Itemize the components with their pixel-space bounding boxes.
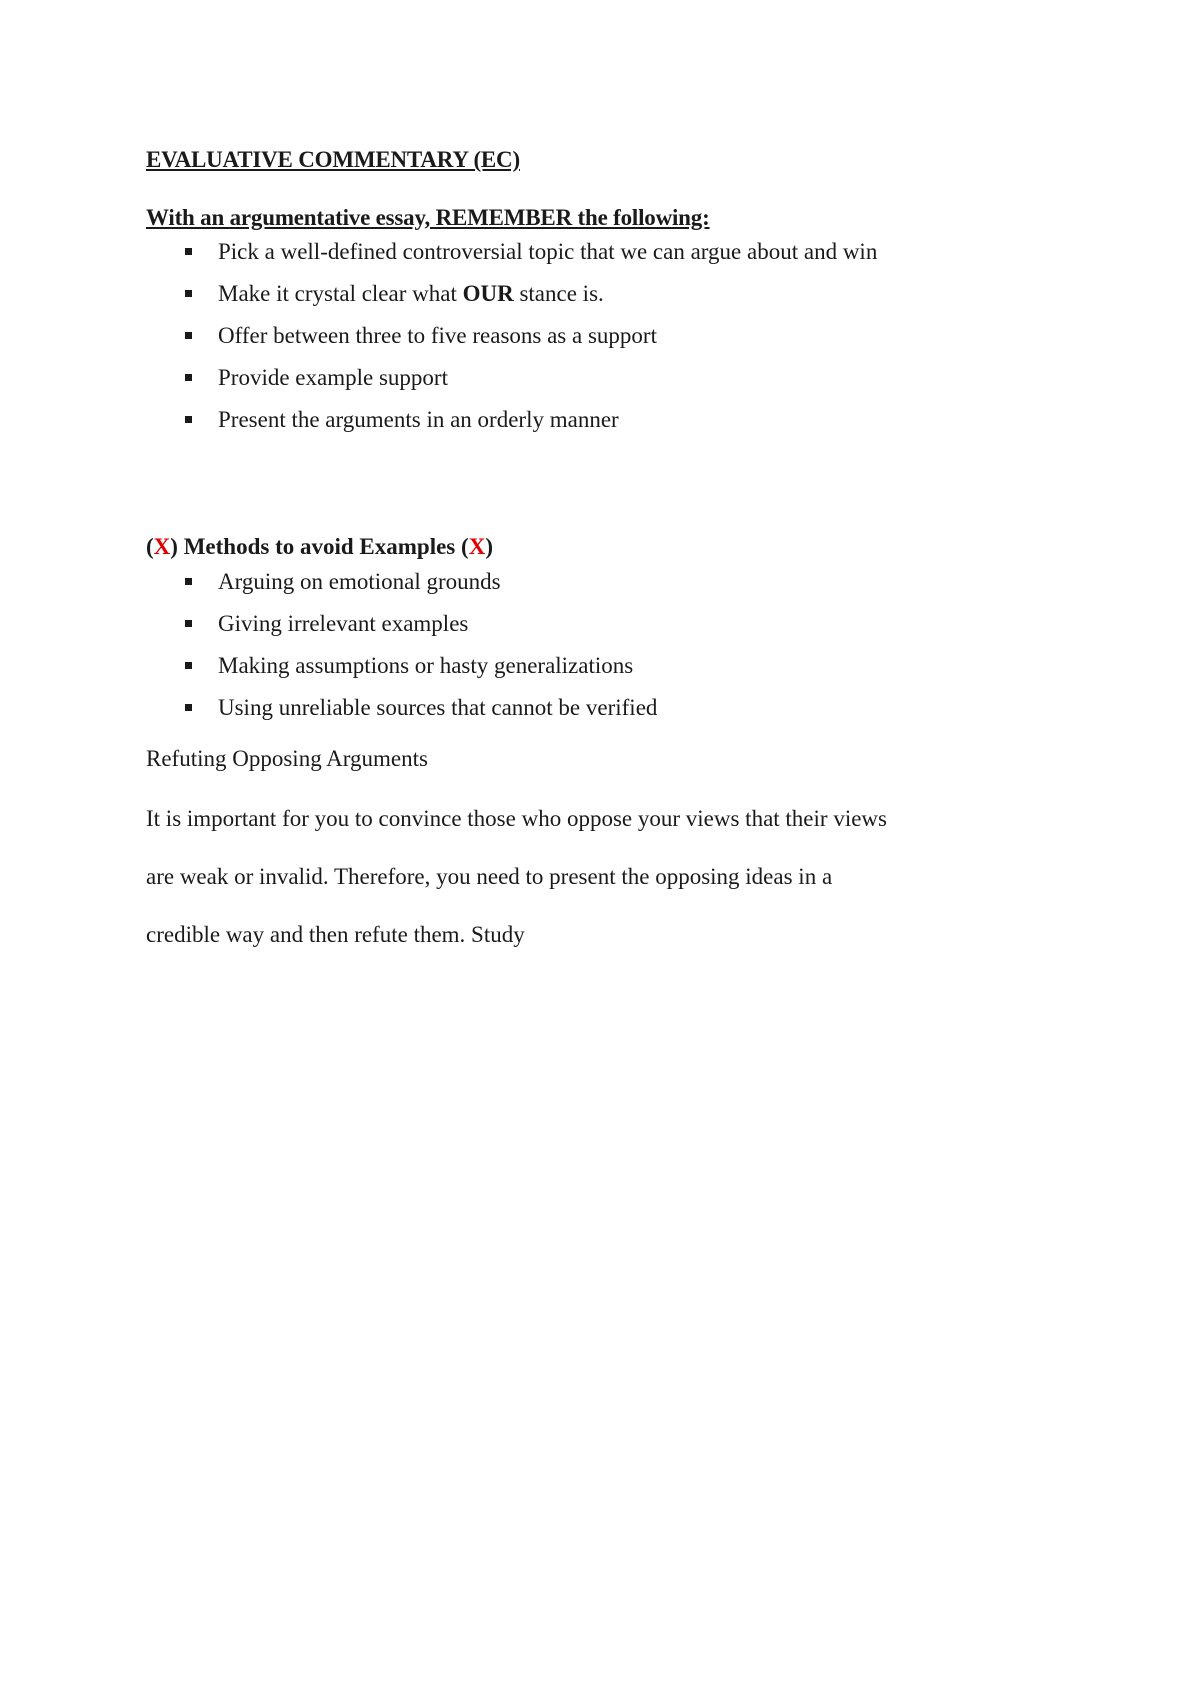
list-item: Giving irrelevant examples — [146, 603, 1106, 645]
square-bullet-icon — [185, 620, 192, 627]
square-bullet-icon — [185, 332, 192, 339]
remember-list — [146, 231, 1106, 441]
document-content — [146, 146, 1106, 964]
square-bullet-icon — [185, 374, 192, 381]
list-item: Arguing on emotional grounds — [146, 561, 1106, 603]
list-item: Pick a well-defined controversial topic that we can argue about and win — [146, 231, 1106, 273]
list-item: Provide example support — [146, 357, 1106, 399]
paragraph-line: credible way and then refute them. Study — [146, 922, 525, 948]
square-bullet-icon — [185, 290, 192, 297]
square-bullet-icon — [185, 578, 192, 585]
refuting-paragraph — [146, 790, 946, 964]
square-bullet-icon — [185, 416, 192, 423]
emphasis-our: OUR — [462, 281, 514, 307]
square-bullet-icon — [185, 704, 192, 711]
list-item: Make it crystal clear what OUR stance is. — [146, 273, 1106, 315]
methods-heading: (X) Methods to avoid Examples (X) — [146, 534, 493, 560]
document-title: EVALUATIVE COMMENTARY (EC) — [146, 147, 520, 172]
list-item: Making assumptions or hasty generalizations — [146, 645, 1106, 687]
list-item: Present the arguments in an orderly manner — [146, 399, 1106, 441]
x-mark-icon: X — [468, 534, 486, 560]
avoid-list — [146, 561, 1106, 729]
square-bullet-icon — [185, 248, 192, 255]
refuting-heading: Refuting Opposing Arguments — [146, 745, 428, 771]
list-item: Offer between three to five reasons as a support — [146, 315, 1106, 357]
square-bullet-icon — [185, 662, 192, 669]
remember-subheading: With an argumentative essay, REMEMBER the following: — [146, 204, 710, 230]
paragraph-line: are weak or invalid. Therefore, you need to present the opposing ideas in a — [146, 864, 833, 890]
list-item: Using unreliable sources that cannot be verified — [146, 687, 1106, 729]
x-mark-icon: X — [153, 534, 171, 560]
paragraph-line: It is important for you to convince those who oppose your views that their views — [146, 806, 887, 832]
